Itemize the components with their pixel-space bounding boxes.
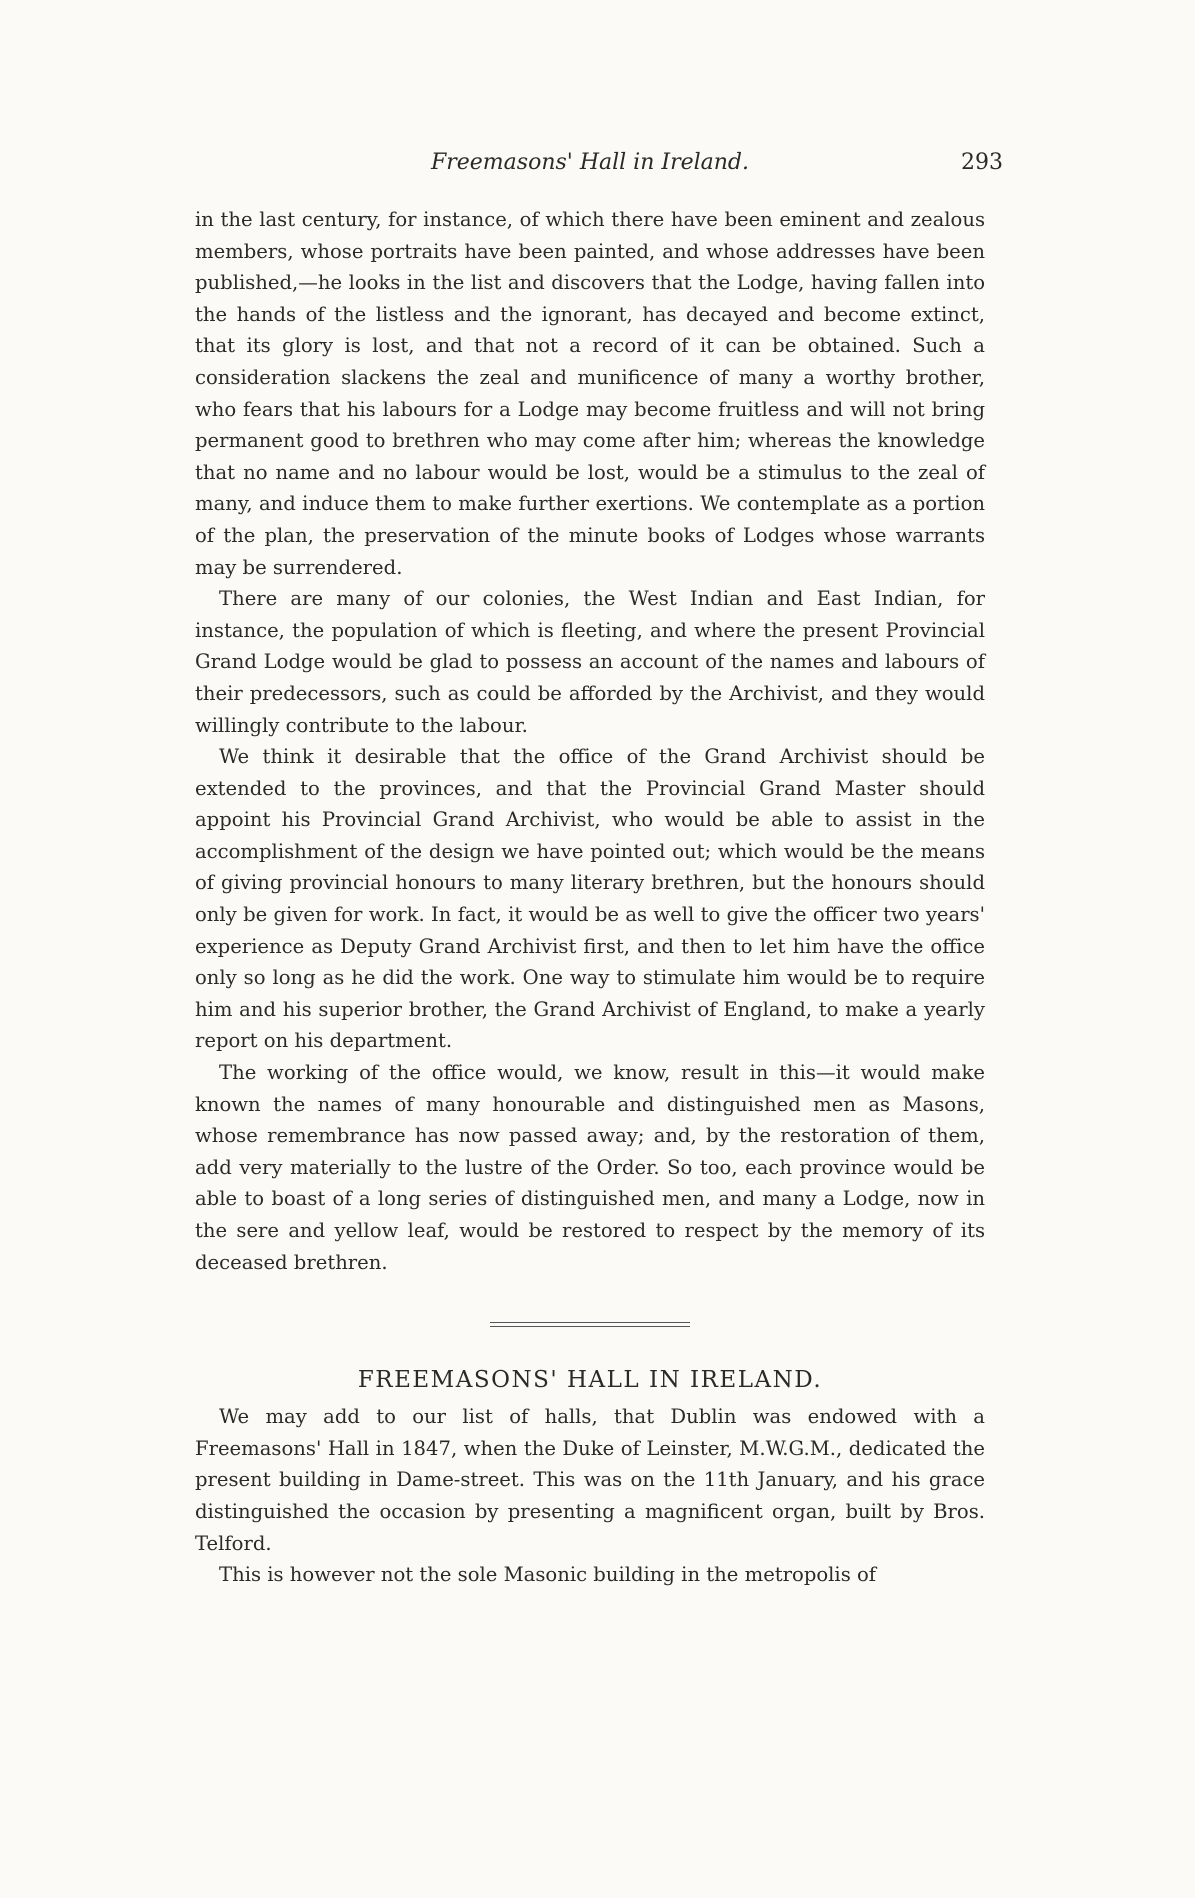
section-body: [195, 1401, 985, 1591]
book-page: [195, 150, 1003, 1591]
paragraph: The working of the office would, we know, result in this—it would make known the names of many honourable and distinguished men as Masons, whose remembrance has now passed away; and, by the restoration of them, add very materially to the lustre of the Order. So too, each province would be able to boast of a long series of distinguished men, and many a Lodge, now in the sere and yellow leaf, would be restored to respect by the memory of its deceased brethren.: [195, 1061, 985, 1274]
section-title: FREEMASONS' HALL IN IRELAND.: [357, 1367, 823, 1394]
article-continuation: [195, 204, 985, 1278]
section-divider: [490, 1322, 690, 1327]
paragraph: We may add to our list of halls, that Dublin was endowed with a Freemasons' Hall in 1847, when the Duke of Leinster, M.W.G.M., dedicated the present building in Dame-street. This was on the 11th January, and his grace distinguished the occasion by presenting a magnificent organ, built by Bros. Telford.: [195, 1405, 985, 1555]
page-number: 293: [961, 150, 1003, 175]
paragraph: in the last century, for instance, of which there have been eminent and zealous members, whose portraits have been painted, and whose addresses have been published,—he looks in the list and discovers that the Lodge, having fallen into the hands of the listless and the ignorant, has decayed and become extinct, that its glory is lost, and that not a record of it can be obtained. Such a consideration slackens the zeal and munificence of many a worthy brother, who fears that his labours for a Lodge may become fruitless and will not bring permanent good to brethren who may come after him; whereas the knowledge that no name and no labour would be lost, would be a stimulus to the zeal of many, and induce them to make further exertions. We contemplate as a portion of the plan, the preservation of the minute books of Lodges whose warrants may be surrendered.: [195, 208, 985, 579]
running-head: [195, 150, 1003, 190]
running-title: Freemasons' Hall in Ireland.: [430, 150, 750, 175]
paragraph: There are many of our colonies, the West Indian and East Indian, for instance, the population of which is fleeting, and where the present Provincial Grand Lodge would be glad to possess an account of the names and labours of their predecessors, such as could be afforded by the Archivist, and they would willingly contribute to the labour.: [195, 587, 985, 737]
paragraph: We think it desirable that the office of the Grand Archivist should be extended to the provinces, and that the Provincial Grand Master should appoint his Provincial Grand Archivist, who would be able to assist in the accomplishment of the design we have pointed out; which would be the means of giving provincial honours to many literary brethren, but the honours should only be given for work. In fact, it would be as well to give the officer two years' experience as Deputy Grand Archivist first, and then to let him have the office only so long as he did the work. One way to stimulate him would be to require him and his superior brother, the Grand Archivist of England, to make a yearly report on his department.: [195, 745, 985, 1053]
paragraph: This is however not the sole Masonic building in the metropolis of: [219, 1563, 877, 1587]
